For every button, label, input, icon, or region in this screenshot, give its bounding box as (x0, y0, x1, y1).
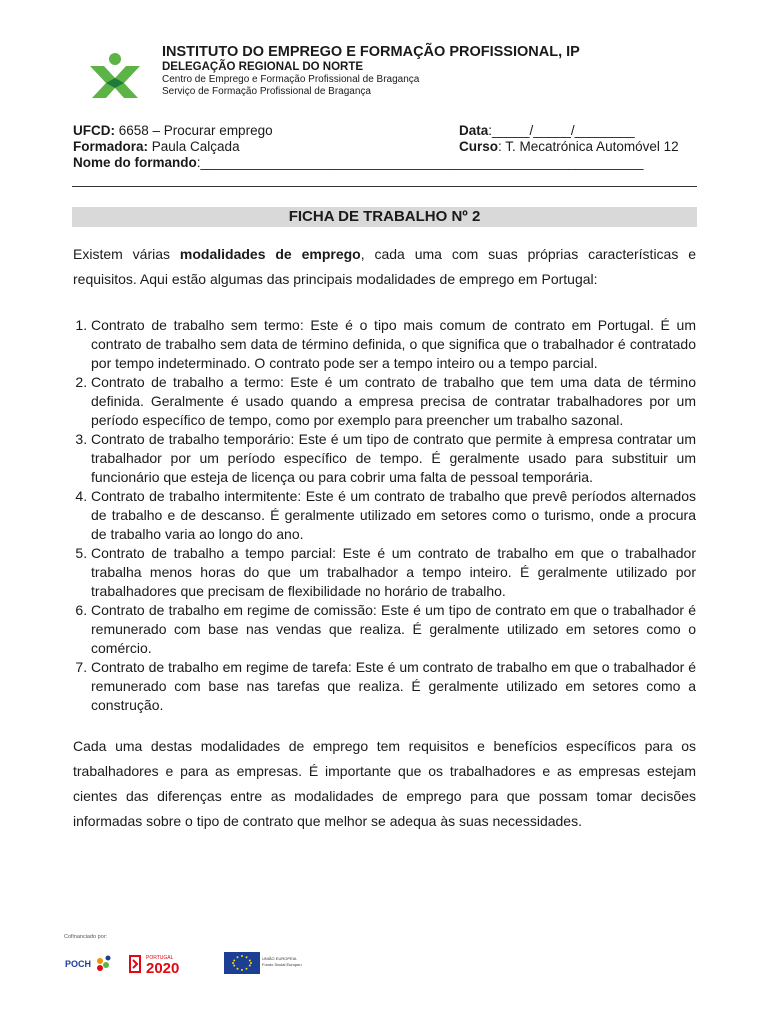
document-header (86, 44, 726, 104)
date-label: Data (459, 123, 489, 138)
esf-label: Fundo Social Europeu (262, 962, 302, 967)
trainer-value: Paula Calçada (148, 139, 240, 154)
eu-flag-icon (224, 952, 260, 974)
poch-logo-icon (64, 952, 116, 974)
ufcd-label: UFCD: (73, 123, 115, 138)
date-field[interactable] (459, 123, 635, 139)
service-name: Serviço de Formação Profissional de Bragança (162, 86, 371, 97)
form-metadata (73, 123, 697, 171)
course-value: : T. Mecatrónica Automóvel 12 (498, 139, 679, 154)
intro-text-after: , cada uma com suas próprias características e requisitos. Aqui estão algumas das principais modalidades de emprego em Portugal: (73, 246, 697, 287)
trainer-field (73, 139, 240, 154)
iefp-logo-icon (86, 52, 144, 100)
funding-footer (64, 934, 324, 984)
eu-logo (224, 952, 302, 979)
intro-text-before: Existem várias (73, 246, 180, 262)
list-item: 4. Contrato de trabalho intermitente: Este é um contrato de trabalho que prevê períodos alternados de trabalho e de descanso. É geralmente utilizado em setores como o turismo, onde a procura de trabalho varia ao longo do ano. (91, 487, 696, 544)
trainee-name-field[interactable] (73, 155, 643, 170)
list-item: 3. Contrato de trabalho temporário: Este é um tipo de contrato que permite à empresa contratar um trabalhador por um período específico de tempo. É geralmente usado para substituir um funcionário que esteja de licença ou para cobrir uma falta de pessoal temporária. (91, 430, 696, 487)
employment-types-list (73, 316, 696, 715)
trainee-name-value: :___________________________________________________________ (196, 155, 644, 170)
course-field (459, 139, 679, 155)
poch-logo-text: POCH (65, 959, 92, 969)
list-item: 6. Contrato de trabalho em regime de comissão: Este é um tipo de contrato em que o trabalhador é remunerado com base nas vendas que realiza. É geralmente utilizado em setores como o comércio. (91, 601, 696, 658)
worksheet-content (73, 242, 696, 834)
list-item: 1. Contrato de trabalho sem termo: Este é o tipo mais comum de contrato em Portugal. É um contrato de trabalho sem data de término definida, o que significa que o trabalhador é contratado por tempo indeterminado. O contrato pode ser a tempo inteiro ou a tempo parcial. (91, 316, 696, 373)
list-item: 2. Contrato de trabalho a termo: Este é um contrato de trabalho que tem uma data de término definida. Geralmente é usado quando a empresa precisa de contratar trabalhadores por um período específico de tempo, como por exemplo para preencher um trabalho sazonal. (91, 373, 696, 430)
list-item: 7. Contrato de trabalho em regime de tarefa: Este é um contrato de trabalho em que o trabalhador é remunerado com base nas tarefas que realiza. É geralmente utilizado em setores como a construção. (91, 658, 696, 715)
p2020-label: 2020 (146, 960, 180, 976)
course-label: Curso (459, 139, 499, 154)
intro-paragraph (73, 242, 696, 292)
intro-bold-term: modalidades de emprego (179, 246, 361, 262)
ufcd-field (73, 123, 273, 138)
trainee-name-label: Nome do formando (73, 155, 197, 170)
conclusion-paragraph: Cada uma destas modalidades de emprego tem requisitos e benefícios específicos para os trabalhadores e para as empresas. É importante que os trabalhadores e as empresas estejam cientes das diferenças entre as modalidades de emprego para que possam tomar decisões informadas sobre o tipo de contrato que melhor se adequa às suas necessidades. (73, 738, 696, 829)
portugal-2020-logo-icon (128, 952, 212, 976)
trainer-label: Formadora: (73, 139, 149, 154)
date-value: :_____/_____/________ (488, 123, 635, 138)
list-item: 5. Contrato de trabalho a tempo parcial: Este é um contrato de trabalho em que o trabalhador trabalha menos horas do que um trabalhador a tempo inteiro. É geralmente utilizado por trabalhadores que precisam de flexibilidade no horário de trabalho. (91, 544, 696, 601)
ufcd-value: 6658 – Procurar emprego (115, 123, 273, 138)
center-name: Centro de Emprego e Formação Profissional de Bragança (162, 74, 420, 85)
cofinanced-label: Cofinanciado por: (64, 934, 108, 940)
portugal-label: PORTUGAL (146, 955, 174, 961)
worksheet-title: FICHA DE TRABALHO Nº 2 (72, 207, 697, 227)
delegation-name: DELEGAÇÃO REGIONAL DO NORTE (162, 61, 364, 73)
institute-name: INSTITUTO DO EMPREGO E FORMAÇÃO PROFISSIONAL, IP (162, 44, 580, 60)
eu-label: UNIÃO EUROPEIA (262, 956, 297, 961)
header-divider (72, 186, 697, 187)
